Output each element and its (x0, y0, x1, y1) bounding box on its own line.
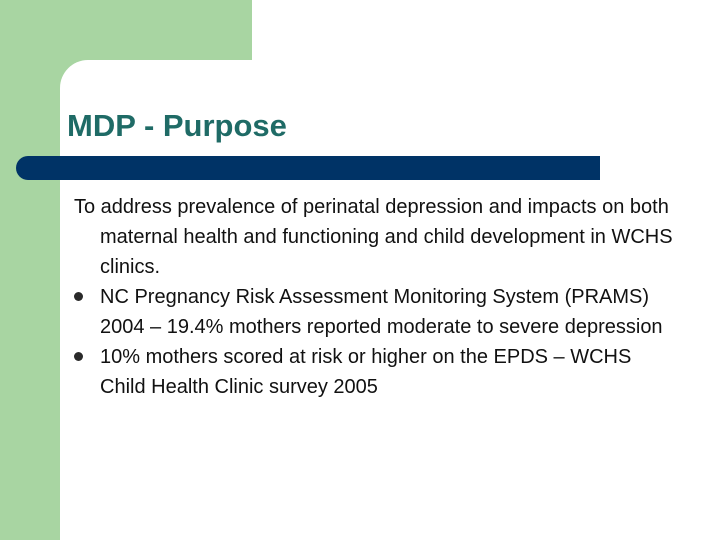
slide-title: MDP - Purpose (67, 108, 287, 143)
bullet-item (74, 342, 674, 402)
slide-body (74, 192, 674, 402)
bullet-text: NC Pregnancy Risk Assessment Monitoring System (PRAMS) 2004 – 19.4% mothers reported moderate to severe depression (100, 286, 663, 338)
intro-paragraph: To address prevalence of perinatal depression and impacts on both maternal health and functioning and child development in WCHS clinics. (74, 196, 673, 278)
bullet-dot-icon (74, 352, 83, 361)
green-left-strip (0, 0, 60, 540)
title-underline-bar (16, 156, 600, 180)
bullet-text: 10% mothers scored at risk or higher on the EPDS – WCHS Child Health Clinic survey 2005 (100, 346, 632, 398)
bullet-dot-icon (74, 292, 83, 301)
bullet-item (74, 282, 674, 342)
